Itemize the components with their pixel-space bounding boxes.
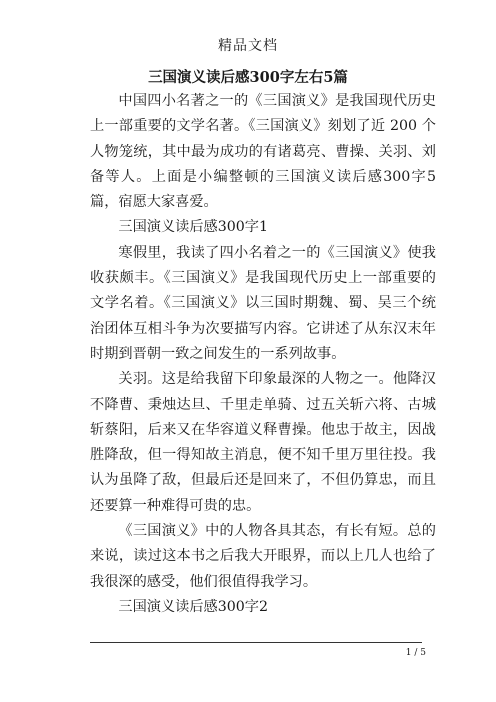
page-number: 1 / 5 — [405, 648, 426, 658]
section-heading-2: 三国演义读后感300字2 — [118, 598, 268, 615]
document-title: 三国演义读后感300字左右5篇 — [148, 69, 348, 86]
page-header: 精品文档 — [218, 38, 278, 54]
paragraph-1: 寒假里，我读了四小名着之一的《三国演义》使我收获颇丰。《三国演义》是我国现代历史上一部重要的文学名着。《三国演义》以三国时期魏、蜀、吴三个统治团体互相斗争为次要描写内容。它讲述了从东汉末年时期到晋朝一致之间发生的一系列故事。 — [90, 244, 436, 362]
footer-rule — [90, 642, 422, 643]
document-body — [90, 89, 436, 620]
section-heading-1: 三国演义读后感300字1 — [118, 219, 268, 236]
paragraph-3: 《三国演义》中的人物各具其态，有长有短。总的来说，读过这本书之后我大开眼界，而以上几人也给了我很深的感受，他们很值得我学习。 — [90, 523, 436, 590]
paragraph-intro: 中国四小名著之一的《三国演义》是我国现代历史上一部重要的文学名著。《三国演义》刻划了近 200 个人物笼统，其中最为成功的有诸葛亮、曹操、关羽、刘备等人。上面是小编整顿的三国演义读后感300字5篇，宿愿大家喜爱。 — [90, 93, 436, 211]
paragraph-2: 关羽。这是给我留下印象最深的人物之一。他降汉不降曹、秉烛达旦、千里走单骑、过五关斩六将、古城斩蔡阳，后来又在华容道义释曹操。他忠于故主，因战胜降敌，但一得知故主消息，便不知千里万里往投。我认为虽降了敌，但最后还是回来了，不但仍算忠，而且还要算一种难得可贵的忠。 — [90, 371, 436, 514]
